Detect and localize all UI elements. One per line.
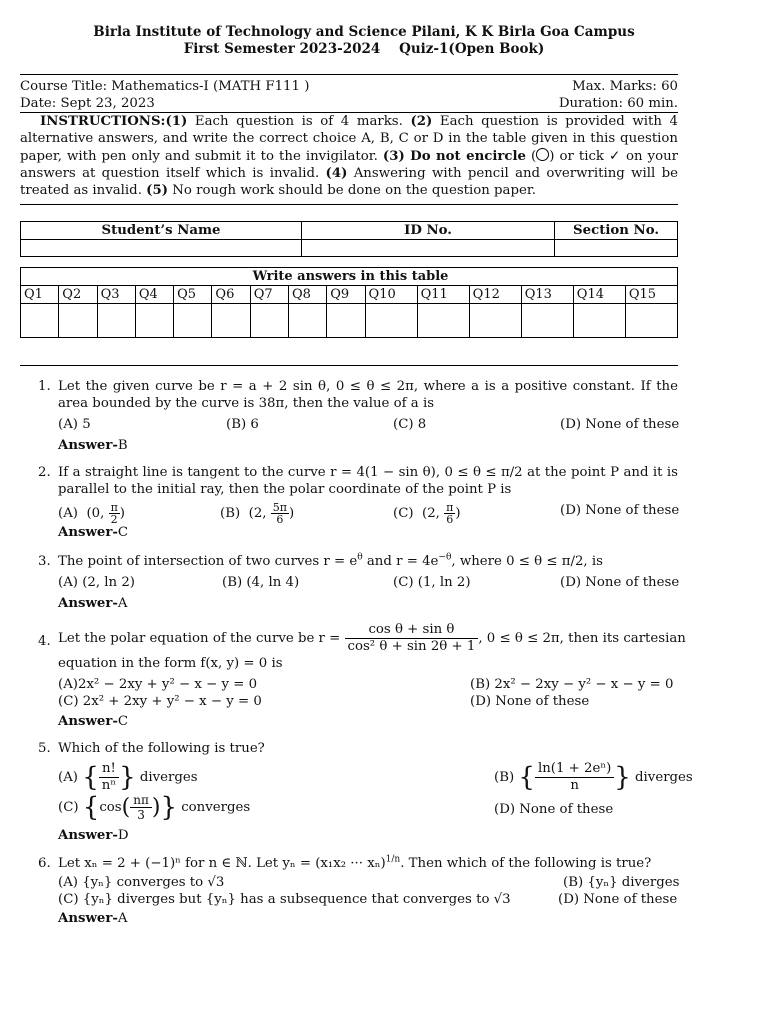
option-b: (B) 6 [226,417,259,433]
answer-col-header: Q9 [327,286,365,304]
option-label: (B) [494,770,515,786]
answer-value: D [117,828,129,844]
answer-cell[interactable] [250,304,288,338]
option-d: (D) None of these [560,575,680,591]
answer-col-header: Q12 [469,286,521,304]
answer-table-caption: Write answers in this table [21,268,678,286]
option-label: (A) [58,506,78,522]
answer-col-header: Q10 [365,286,417,304]
text-part: , where 0 ≤ θ ≤ π/2, is [451,554,603,570]
answer-col-header: Q15 [625,286,677,304]
question-text [58,553,678,570]
answer-cell[interactable] [97,304,135,338]
instr-text-1: Each question is of 4 marks. [187,114,411,129]
id-header: ID No. [302,222,555,240]
left-brace: { [82,792,100,823]
option-a: (A)2x² − 2xy + y² − x − y = 0 [58,677,258,693]
right-brace: } [160,792,177,823]
question-1 [20,378,678,454]
option-c: (C) (1, ln 2) [393,575,471,591]
question-number: 1. [38,379,51,395]
numerator: nπ [130,793,152,808]
question-text: Let the given curve be r = a + 2 sin θ, 0 ≤ θ ≤ 2π, where a is a positive constant. If the area bounded by the curve is 38π, then the value of a is [58,379,678,412]
instr-text-3a: ( [526,148,537,164]
superscript: 1/n [385,855,401,866]
option-b: (B) 2x² − 2xy − y² − x − y = 0 [470,677,674,693]
option-fraction [130,793,152,822]
answer-line [58,827,678,844]
answer-cell[interactable] [135,304,173,338]
question-text: Which of the following is true? [58,741,265,757]
answer-value: C [117,714,129,730]
option-prefix: (0, [86,506,109,522]
answer-cell[interactable] [625,304,677,338]
r-fraction [345,622,479,655]
option-a: (A) (2, ln 2) [58,575,135,591]
instructions [20,113,678,199]
text-part: The point of intersection of two curves r = e [58,554,358,570]
option-a: (A) {yₙ} converges to √3 [58,875,225,891]
answer-cell[interactable] [59,304,97,338]
answer-value: C [117,525,129,541]
option-tail: diverges [635,770,693,786]
instr-text-5: No rough work should be done on the question paper. [168,183,536,199]
instr-num-4: (4) [325,165,348,181]
option-b: (B) (4, ln 4) [222,575,300,591]
answer-cell[interactable] [174,304,212,338]
answer-label: Answer- [58,828,118,844]
left-brace: { [82,762,99,793]
instr-text-3b: ) or tick ✓ on your answers at question itself which is invalid. [20,148,678,181]
option-b: (B) {yₙ} diverges [563,875,680,891]
numerator: ln(1 + 2eⁿ) [535,761,614,778]
numerator: cos θ + sin θ [345,622,479,639]
section-field[interactable] [555,240,678,257]
option-b: (B) (2, $\frac{5\pi}{6}$ ) [220,501,295,527]
date-row [20,95,678,112]
numerator: 5π [272,501,287,515]
answer-label: Answer- [58,911,118,927]
option-a [58,761,198,794]
answer-value: A [117,911,128,927]
cos-prefix: cos [99,800,122,816]
numerator: π [110,501,118,515]
max-marks: Max. Marks: 60 [572,79,678,94]
option-d: (D) None of these [558,892,678,908]
denominator: cos² θ + sin 2θ + 1 [347,639,476,655]
option-d: (D) None of these [560,417,680,433]
question-number: 6. [38,856,51,872]
denominator: 3 [137,808,145,823]
option-label: (A) [58,770,78,786]
superscript: −θ [438,553,452,564]
course-row [20,78,678,95]
answer-label: Answer- [58,438,118,454]
option-b [494,761,693,794]
answer-col-header: Q8 [288,286,326,304]
left-paren: ( [121,795,131,821]
instr-text-4: Answering with pencil and overwriting will be treated as invalid. [20,165,678,199]
question-number: 3. [38,554,51,570]
question-number: 4. [38,634,51,650]
answer-line [58,910,678,927]
option-c [58,793,250,822]
answer-col-header: Q11 [417,286,469,304]
question-5 [20,740,693,844]
answer-col-header: Q3 [97,286,135,304]
answer-col-header: Q1 [21,286,59,304]
option-tail: converges [181,800,251,816]
answer-value: A [117,596,128,612]
option-c: (C) 8 [393,417,427,433]
numerator: π [446,501,454,515]
option-c: (C) {yₙ} diverges but {yₙ} has a subsequence that converges to √3 [58,892,511,908]
denominator: 2 [110,513,118,527]
text-part: , 0 ≤ θ ≤ 2π, then its cartesian [478,631,686,647]
answer-col-header: Q6 [212,286,250,304]
institute-title: Birla Institute of Technology and Science Pilani, K K Birla Goa Campus [93,24,635,40]
circle-icon [536,148,549,161]
answer-cell[interactable] [573,304,625,338]
answer-col-header: Q14 [573,286,625,304]
denominator: nⁿ [101,778,117,794]
student-name-field[interactable] [21,240,302,257]
option-d: (D) None of these [470,694,590,710]
denominator: 6 [446,513,454,527]
right-brace: } [119,762,136,793]
answer-cell[interactable] [469,304,521,338]
quiz-page [20,24,693,927]
answer-col-header: Q2 [59,286,97,304]
option-label: (B) [220,506,241,522]
course-title: Course Title: Mathematics-I (MATH F111 ) [20,79,310,94]
answer-label: Answer- [58,525,118,541]
numerator: n! [99,761,119,778]
option-prefix: (2, [248,506,271,522]
denominator: n [570,778,579,794]
question-text [58,622,686,655]
answer-col-header: Q13 [521,286,573,304]
answer-cell[interactable] [327,304,365,338]
option-fraction [109,502,120,525]
option-fraction [535,761,614,794]
option-d: (D) None of these [494,802,614,818]
answer-line [58,713,678,730]
answer-cell[interactable] [417,304,469,338]
text-part: Let xₙ = 2 + (−1)ⁿ for n ∈ ℕ. Let yₙ = (x₁x₂ ··· xₙ) [58,856,386,872]
option-a: (A) 5 [58,417,91,433]
instr-num-5: (5) [146,183,168,199]
instructions-label: INSTRUCTIONS: [40,114,166,129]
option-d: (D) None of these [560,503,680,519]
question-number: 2. [38,465,51,481]
instr-text-2: Each question is provided with 4 alternative answers, and write the correct choice A, B, C or D in the table given in this question paper, with pen only and submit it to the invigilator. [20,114,678,164]
question-4 [20,622,686,730]
answer-cell[interactable] [288,304,326,338]
option-fraction [444,502,455,525]
id-field[interactable] [302,240,555,257]
left-brace: { [518,762,535,793]
section-header: Section No. [555,222,678,240]
answer-cell[interactable] [521,304,573,338]
question-text-cont: equation in the form f(x, y) = 0 is [58,656,283,672]
option-c: (C) 2x² + 2xy + y² − x − y = 0 [58,694,262,710]
answer-label: Answer- [58,714,118,730]
question-6 [20,855,678,927]
option-fraction [271,502,289,525]
answer-col-header: Q5 [174,286,212,304]
answer-col-header: Q4 [135,286,173,304]
exam-title: First Semester 2023-2024 Quiz-1(Open Book) [183,41,545,57]
superscript: θ [357,553,363,564]
answer-cell[interactable] [365,304,417,338]
option-label: (C) [393,506,414,522]
option-fraction [99,761,119,794]
answer-label: Answer- [58,596,118,612]
right-brace: } [614,762,631,793]
exam-duration: Duration: 60 min. [558,96,678,111]
exam-date: Date: Sept 23, 2023 [20,96,155,111]
answer-line [58,437,678,454]
option-label: (C) [58,800,79,816]
text-part: Let the polar equation of the curve be r = [58,631,341,647]
answer-col-header: Q7 [250,286,288,304]
answer-value: B [117,438,128,454]
denominator: 6 [276,513,284,527]
instr-num-2: (2) [410,114,433,129]
option-a: (A) (0, $\frac{\pi}{2}$ ) [58,501,125,527]
option-tail: diverges [139,770,198,786]
question-text: If a straight line is tangent to the curve r = 4(1 − sin θ), 0 ≤ θ ≤ π/2 at the point P and it is parallel to the initial ray, then the polar coordinate of the point P is [58,465,678,498]
option-prefix: (2, [422,506,445,522]
answer-cell[interactable] [212,304,250,338]
question-text [58,855,678,872]
student-info-table [20,221,678,257]
instr-num-1: (1) [165,114,188,129]
instr-num-3: (3) Do not encircle [382,148,527,164]
option-c: (C) (2, $\frac{\pi}{6}$ ) [393,501,461,527]
right-paren: ) [151,795,161,821]
question-2 [20,464,678,541]
question-3 [20,553,678,612]
text-part: . Then which of the following is true? [400,856,652,872]
answer-table [20,267,678,338]
question-number: 5. [38,741,51,757]
student-name-header: Student’s Name [21,222,302,240]
answer-line [58,595,678,612]
answer-cell[interactable] [21,304,59,338]
text-part: and r = 4e [362,554,439,570]
answer-line [58,524,678,541]
